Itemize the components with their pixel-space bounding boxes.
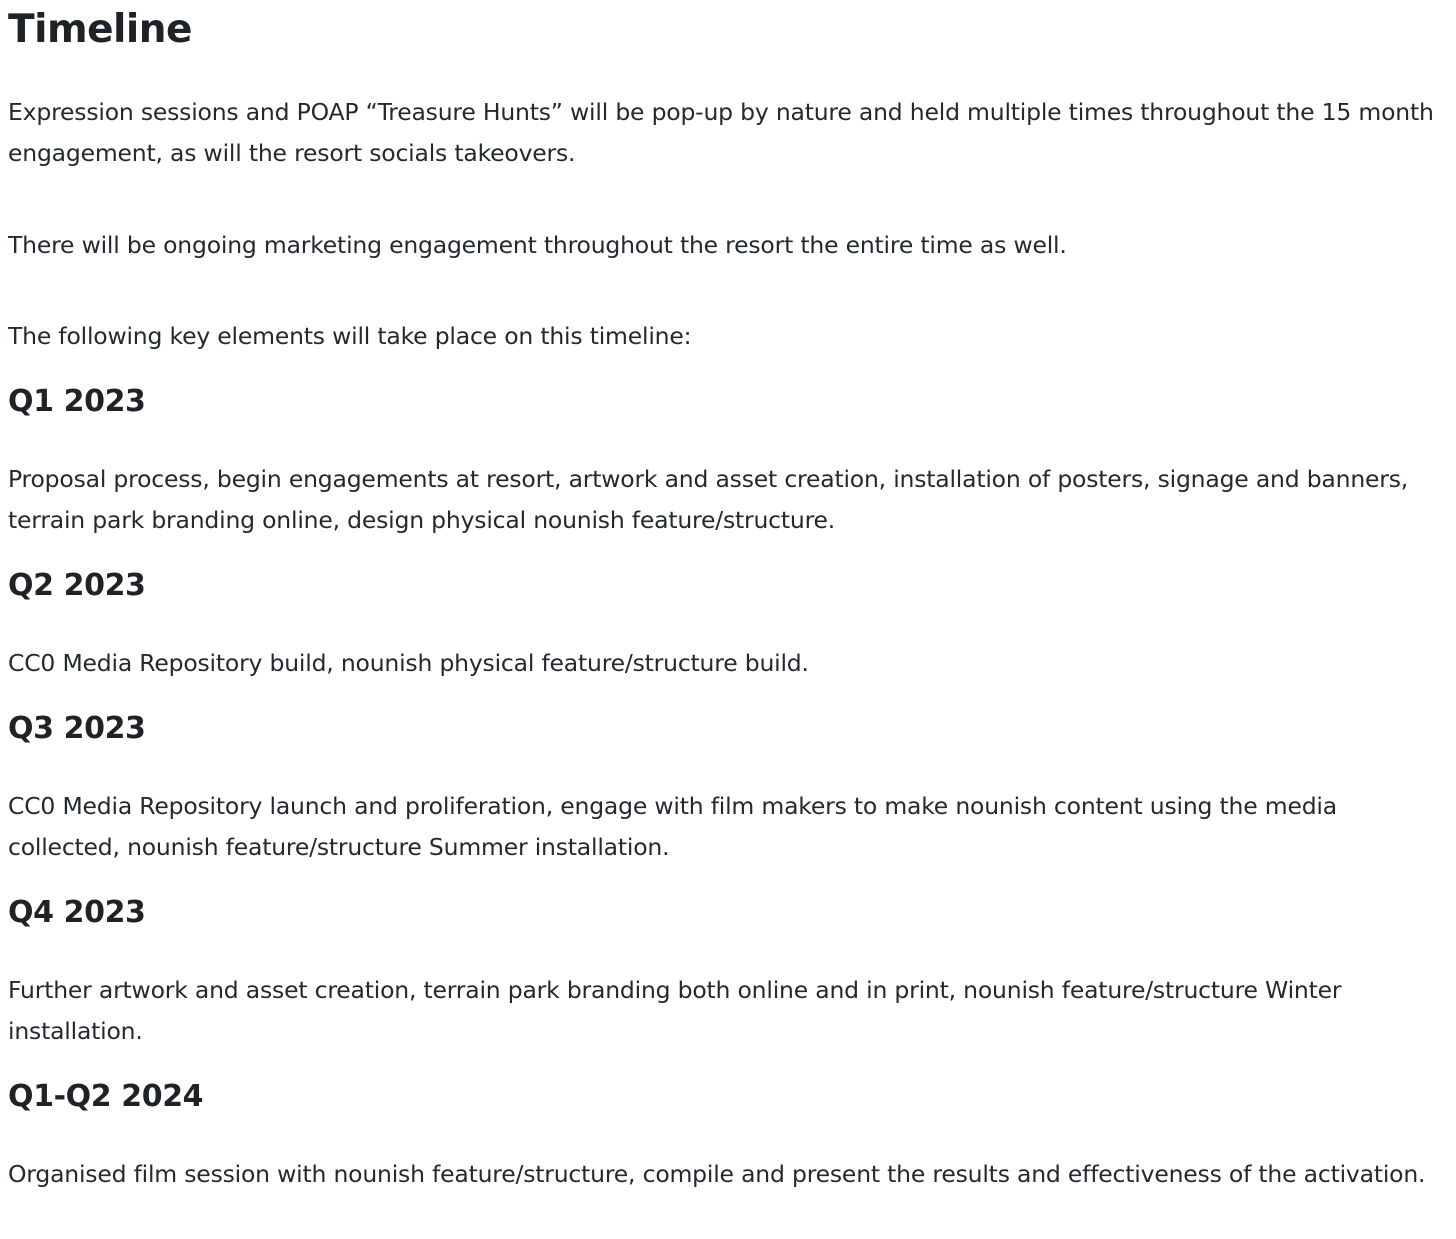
section-heading-q3-2023: Q3 2023 [8,711,146,746]
section-body-q2-2023: CC0 Media Repository build, nounish physical feature/structure build. [8,649,809,677]
intro-paragraph-2: There will be ongoing marketing engagement throughout the resort the entire time as well. [8,231,1067,259]
section-heading-q4-2023: Q4 2023 [8,895,146,930]
page-title: Timeline [8,7,193,52]
section-body-q3-2023: CC0 Media Repository launch and proliferation, engage with film makers to make nounish content using the media collected, nounish feature/structure Summer installation. [8,792,1337,861]
intro-paragraph-1: Expression sessions and POAP “Treasure Hunts” will be pop-up by nature and held multiple times throughout the 15 month engagement, as will the resort socials takeovers. [8,98,1434,167]
section-body-q1-2023: Proposal process, begin engagements at resort, artwork and asset creation, installation of posters, signage and banners, terrain park branding online, design physical nounish feature/structure. [8,465,1409,534]
intro-paragraph-3: The following key elements will take place on this timeline: [8,322,692,350]
section-heading-q1-2023: Q1 2023 [8,384,146,419]
section-heading-q2-2023: Q2 2023 [8,568,146,603]
section-body-q1-q2-2024: Organised film session with nounish feature/structure, compile and present the results and effectiveness of the activation. [8,1160,1426,1188]
section-body-q4-2023: Further artwork and asset creation, terrain park branding both online and in print, nounish feature/structure Winter installation. [8,976,1342,1045]
section-heading-q1-q2-2024: Q1-Q2 2024 [8,1079,204,1114]
